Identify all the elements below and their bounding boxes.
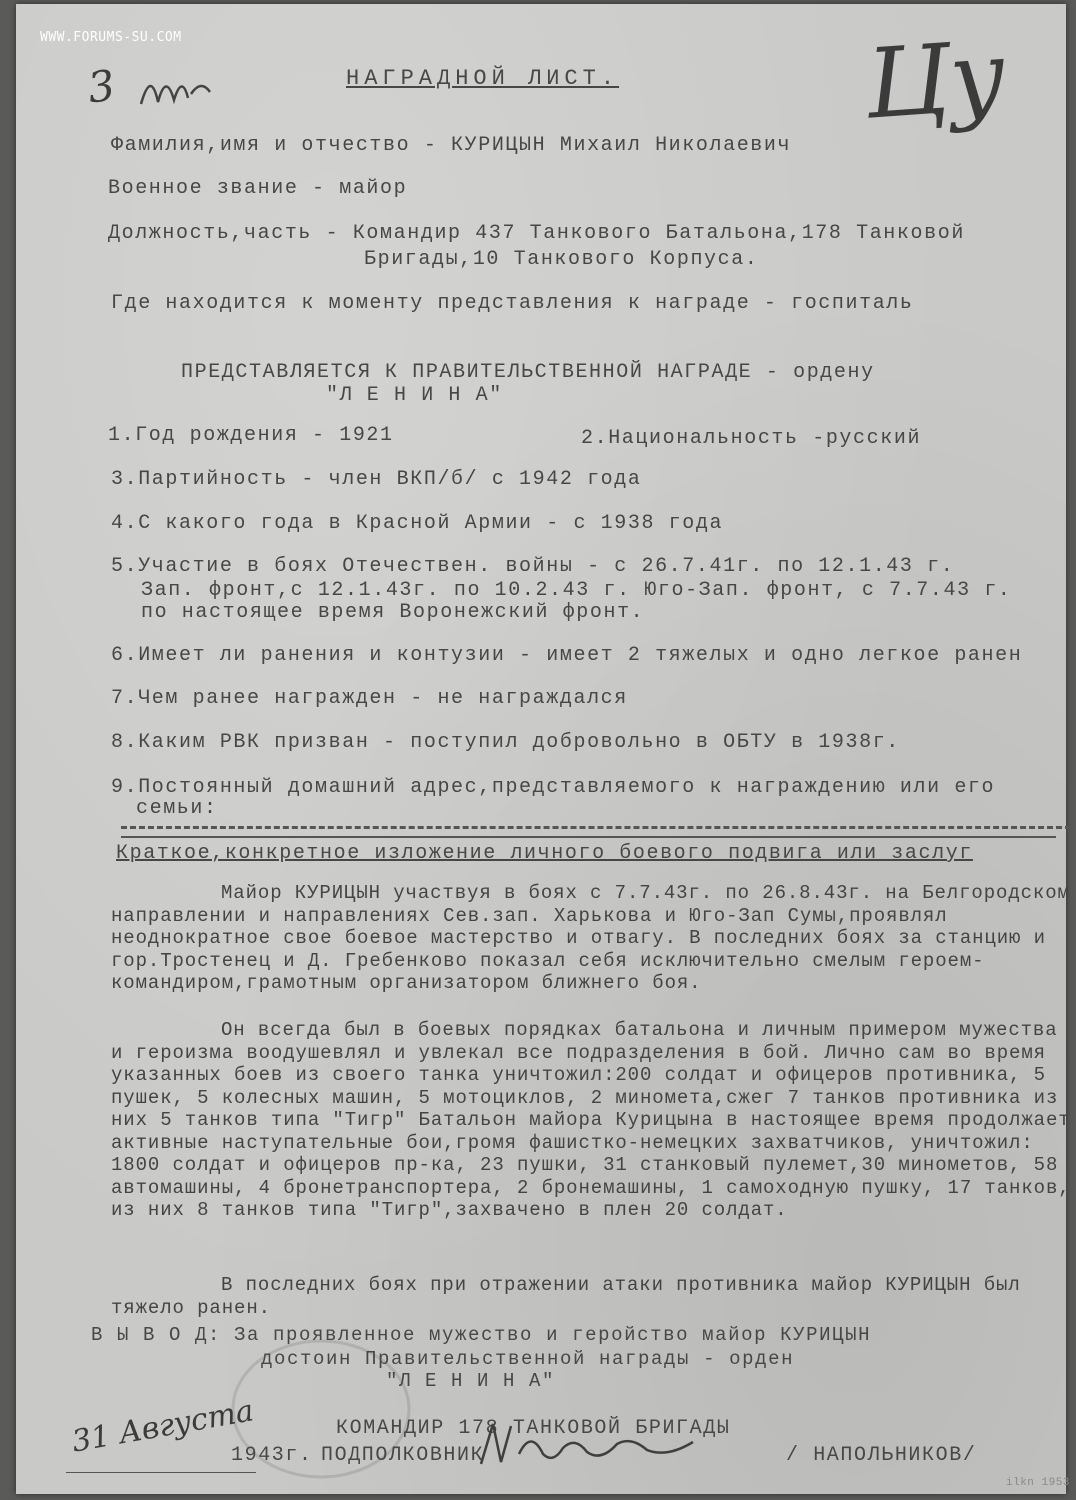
item-previous-awards: 7.Чем ранее награжден - не награждался (111, 687, 628, 710)
narrative-paragraph-2 (111, 1019, 1071, 1222)
section-heading: Краткое,конкретное изложение личного боевого подвига или заслуг (116, 842, 973, 865)
corner-mark-left: 3 (84, 60, 119, 113)
item-battles-3: по настоящее время Воронежский фронт. (141, 601, 645, 624)
field-position-1: Должность,часть - Командир 437 Танкового Батальона,178 Танковой (108, 222, 965, 245)
signature-year: 1943г. (231, 1444, 313, 1467)
conclusion-line-1: В Ы В О Д: За проявленное мужество и геройство майор КУРИЦЫН (91, 1324, 872, 1346)
item-battles-2: Зап. фронт,с 12.1.43г. по 10.2.43 г. Юго-Зап. фронт, с 7.7.43 г. (141, 579, 1012, 602)
signature-rank: ПОДПОЛКОВНИК (321, 1444, 485, 1467)
conclusion-line-3: "Л Е Н И Н А" (386, 1370, 556, 1392)
narrative-p2: Он всегда был в боевых порядках батальона и личным примером мужества и героизма воодушевлял и увлекал все подразделения в бой. Лично сам во время указанных боев из своего танка уничтожил:200 солдат и офицеров противника, 5 пушек, 5 колесных машин, 5 мотоциклов, 2 миномета,сжег 7 танков противника из них 5 танков типа "Тигр" Батальон майора Курицына в настоящее время продолжает активные наступательные бои,громя фашистко-немецких захватчиков, уничтожил: 1800 солдат и офицеров пр-ка, 23 пушки, 31 станковый пулемет,30 минометов, 58 автомашины, 4 бронетранспортера, 2 бронемашины, 1 самоходную пушку, 17 танков, из них 8 танков типа "Тигр",захвачено в плен 20 солдат. (111, 1019, 1071, 1221)
document-title: НАГРАДНОЙ ЛИСТ. (346, 66, 620, 91)
award-name: "Л Е Н И Н А" (326, 384, 503, 407)
item-battles-1: 5.Участие в боях Отечествен. войны - с 26.7.41г. по 12.1.43 г. (111, 555, 955, 578)
narrative-p3: В последних боях при отражении атаки противника майор КУРИЦЫН был тяжело ранен. (111, 1274, 1021, 1319)
field-name: Фамилия,имя и отчество - КУРИЦЫН Михаил Николаевич (111, 134, 792, 157)
corner-code: ilkn 1953 (1006, 1477, 1070, 1489)
field-rank: Военное звание - майор (108, 177, 408, 200)
narrative-paragraph-3 (111, 1274, 1071, 1319)
corner-mark-right: Цу (862, 19, 1010, 141)
field-location: Где находится к моменту представления к награде - госпиталь (111, 292, 914, 315)
handwritten-signature (471, 1414, 701, 1479)
separator-line (121, 836, 1056, 838)
conclusion-line-2: достоин Правительственной награды - орден (261, 1348, 795, 1370)
signature-name: / НАПОЛЬНИКОВ/ (786, 1444, 977, 1467)
item-birth-year: 1.Год рождения - 1921 (108, 424, 394, 447)
site-watermark: WWW.FORUMS-SU.COM (40, 30, 182, 45)
narrative-paragraph-1 (111, 882, 1071, 995)
award-heading: ПРЕДСТАВЛЯЕТСЯ К ПРАВИТЕЛЬСТВЕННОЙ НАГРАДЕ - ордену (181, 361, 875, 384)
narrative-p1: Майор КУРИЦЫН участвуя в боях с 7.7.43г. по 26.8.43г. на Белгородском направлении и направлениях Сев.зап. Харькова и Юго-Зап Сумы,проявлял неоднократное свое боевое мастерство и отвагу. В последних боях за станцию и гор.Тростенец и Д. Гребенково показал себя исключительно смелым героем-командиром,грамотным организатором ближнего боя. (111, 882, 1070, 994)
item-army-since: 4.С какого года в Красной Армии - с 1938 года (111, 512, 724, 535)
item-address-2: семьи: (136, 797, 218, 820)
item-wounds: 6.Имеет ли ранения и контузии - имеет 2 тяжелых и одно легкое ранен (111, 644, 1023, 667)
signature-title: КОМАНДИР 178 ТАНКОВОЙ БРИГАДЫ (336, 1417, 731, 1440)
separator-dashed (121, 826, 1071, 829)
field-position-2: Бригады,10 Танкового Корпуса. (364, 248, 759, 271)
item-party: 3.Партийность - член ВКП/б/ с 1942 года (111, 468, 642, 491)
date-underline (66, 1472, 256, 1473)
item-conscripted: 8.Каким РВК призван - поступил добровольно в ОБТУ в 1938г. (111, 731, 900, 754)
item-address-1: 9.Постоянный домашний адрес,представляемого к награждению или его (111, 776, 996, 799)
signature-date-hand: 31 Августа (69, 1393, 257, 1460)
item-nationality: 2.Национальность -русский (581, 427, 922, 450)
scribble-mark (136, 64, 216, 114)
award-sheet (16, 4, 1071, 1494)
